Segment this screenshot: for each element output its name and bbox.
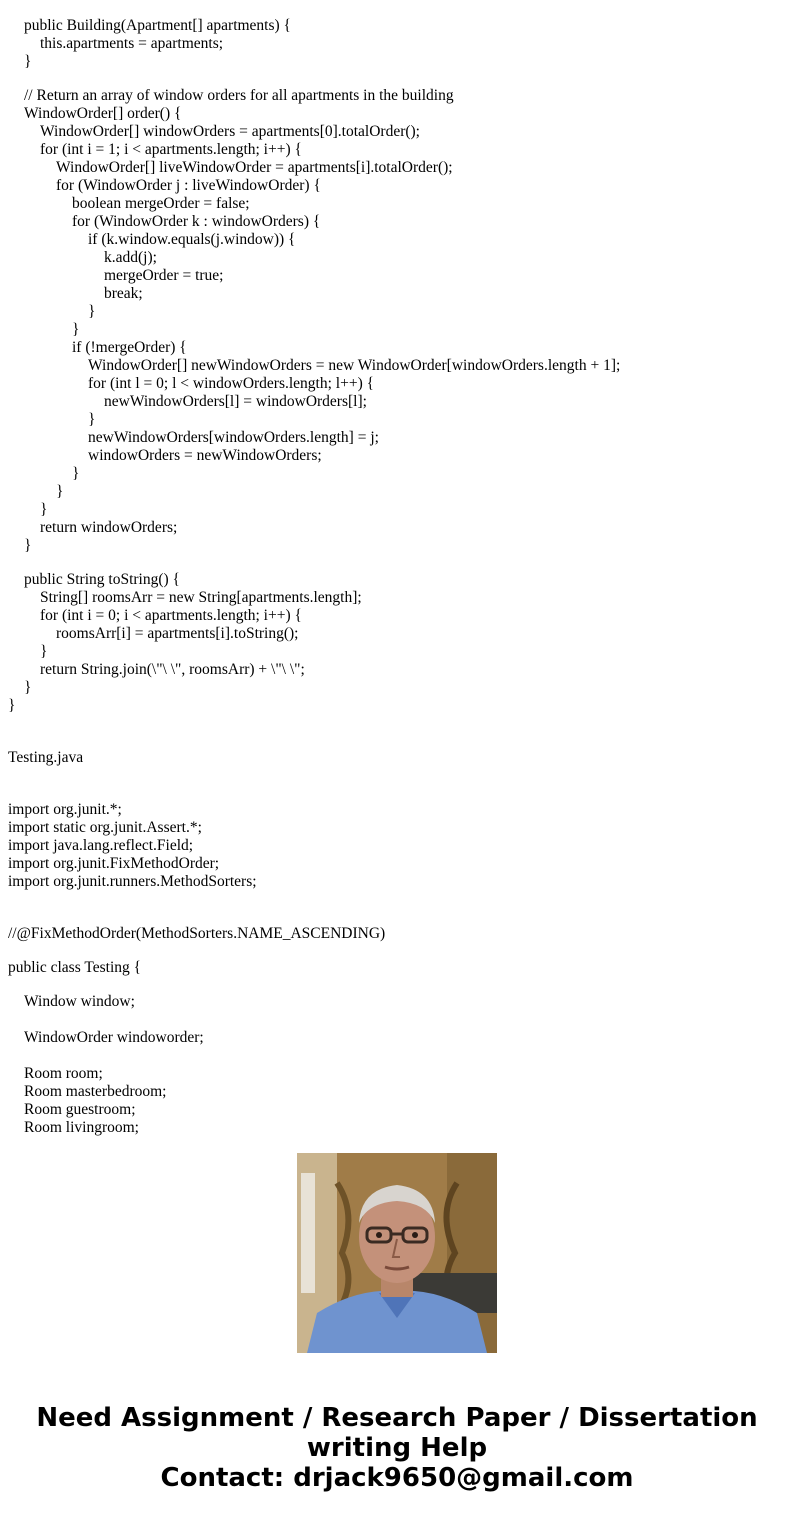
code-line: } <box>8 697 16 714</box>
code-line: for (int i = 0; i < apartments.length; i++) { <box>40 607 302 624</box>
code-line: Room guestroom; <box>24 1101 136 1118</box>
code-line: if (!mergeOrder) { <box>72 339 187 356</box>
code-line: } <box>56 483 64 500</box>
code-line: for (WindowOrder j : liveWindowOrder) { <box>56 177 321 194</box>
code-line: mergeOrder = true; <box>104 267 224 284</box>
code-line: //@FixMethodOrder(MethodSorters.NAME_ASCENDING) <box>8 925 386 942</box>
code-line: newWindowOrders[windowOrders.length] = j; <box>88 429 379 446</box>
code-line: public class Testing { <box>8 959 142 976</box>
code-line: k.add(j); <box>104 249 157 266</box>
code-line: newWindowOrders[l] = windowOrders[l]; <box>104 393 367 410</box>
promo-banner <box>0 1403 794 1493</box>
code-line: String[] roomsArr = new String[apartments.length]; <box>40 589 362 606</box>
code-line: // Return an array of window orders for all apartments in the building <box>24 87 454 104</box>
code-line: WindowOrder[] order() { <box>24 105 182 122</box>
code-line: for (WindowOrder k : windowOrders) { <box>72 213 321 230</box>
code-line: } <box>24 679 32 696</box>
code-line: return windowOrders; <box>40 519 178 536</box>
code-line: } <box>40 643 48 660</box>
code-line: WindowOrder[] liveWindowOrder = apartments[i].totalOrder(); <box>56 159 453 176</box>
code-line: Room masterbedroom; <box>24 1083 167 1100</box>
code-line: public Building(Apartment[] apartments) { <box>24 17 291 34</box>
code-line: import org.junit.runners.MethodSorters; <box>8 873 257 890</box>
code-line: windowOrders = newWindowOrders; <box>88 447 322 464</box>
code-line: for (int l = 0; l < windowOrders.length; l++) { <box>88 375 375 392</box>
code-line: WindowOrder[] newWindowOrders = new WindowOrder[windowOrders.length + 1]; <box>88 357 621 374</box>
code-line: this.apartments = apartments; <box>40 35 224 52</box>
code-line: } <box>88 303 96 320</box>
code-line: return String.join(\"\ \", roomsArr) + \"\ \"; <box>40 661 305 678</box>
code-line: } <box>24 537 32 554</box>
code-line: Window window; <box>24 993 135 1010</box>
code-line: for (int i = 1; i < apartments.length; i++) { <box>40 141 302 158</box>
code-line: } <box>72 321 80 338</box>
code-line: roomsArr[i] = apartments[i].toString(); <box>56 625 299 642</box>
promo-line-1: Need Assignment / Research Paper / Dissertation <box>36 1403 758 1433</box>
code-line: WindowOrder windoworder; <box>24 1029 204 1046</box>
code-line: import org.junit.*; <box>8 801 122 818</box>
code-line: import static org.junit.Assert.*; <box>8 819 202 836</box>
code-line: WindowOrder[] windowOrders = apartments[0].totalOrder(); <box>40 123 420 140</box>
code-line: boolean mergeOrder = false; <box>72 195 250 212</box>
code-line: } <box>40 501 48 518</box>
code-line: import org.junit.FixMethodOrder; <box>8 855 220 872</box>
code-line: Room livingroom; <box>24 1119 139 1136</box>
code-line: } <box>24 53 32 70</box>
code-line: if (k.window.equals(j.window)) { <box>88 231 296 248</box>
avatar <box>297 1153 497 1353</box>
code-line: public String toString() { <box>24 571 180 588</box>
code-line: } <box>88 411 96 428</box>
person-portrait-icon <box>297 1153 497 1353</box>
code-line: break; <box>104 285 143 302</box>
code-line: } <box>72 465 80 482</box>
promo-line-3: Contact: drjack9650@gmail.com <box>160 1463 634 1493</box>
promo-line-2: writing Help <box>306 1433 488 1463</box>
code-line: Room room; <box>24 1065 103 1082</box>
code-line: Testing.java <box>8 749 84 766</box>
code-line: import java.lang.reflect.Field; <box>8 837 194 854</box>
